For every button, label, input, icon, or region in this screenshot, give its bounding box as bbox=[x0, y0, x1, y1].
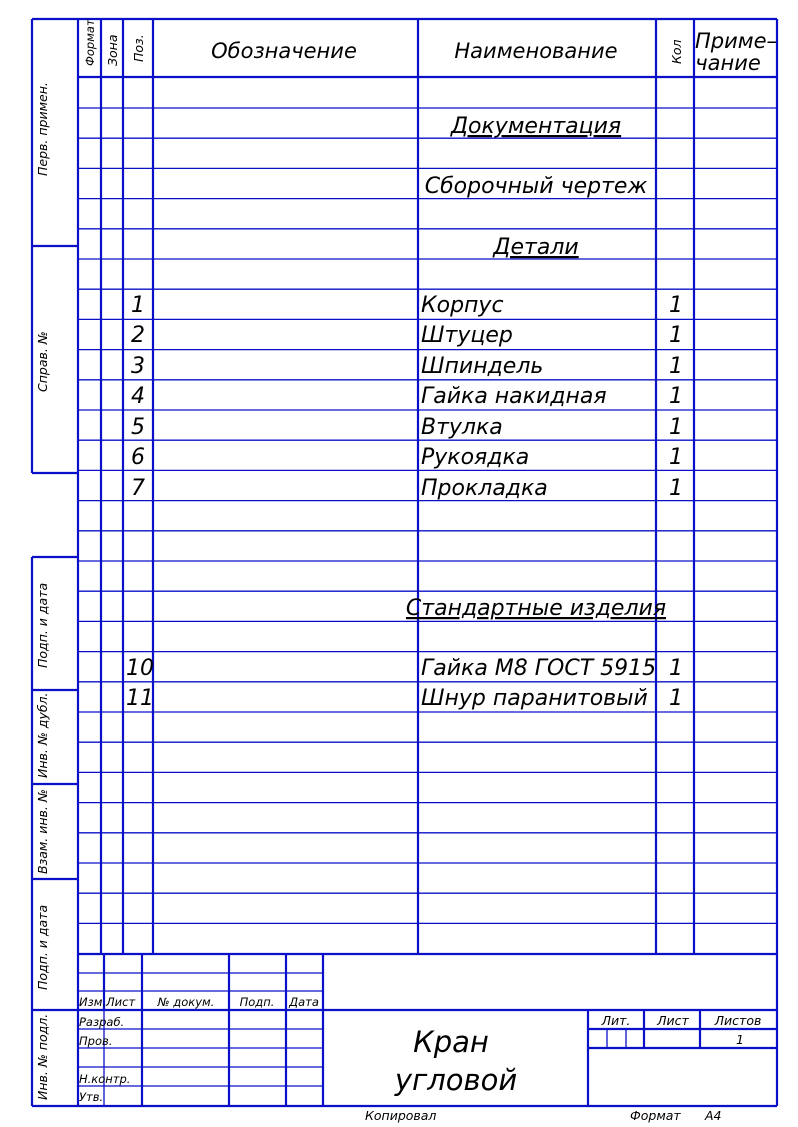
side-vzam-inv: Взам. инв. № bbox=[35, 789, 50, 874]
header-format: Формат bbox=[83, 19, 97, 66]
item-qty: 1 bbox=[669, 445, 683, 470]
stamp-n-kontr: Н.контр. bbox=[79, 1072, 131, 1086]
item-pos: 5 bbox=[131, 415, 145, 440]
header-pos: Поз. bbox=[131, 34, 146, 62]
footer-format-value: А4 bbox=[705, 1108, 722, 1123]
item-name: Втулка bbox=[421, 415, 503, 440]
side-inv-dubl: Инв. № дубл. bbox=[35, 692, 50, 778]
item-pos: 2 bbox=[131, 323, 145, 348]
item-qty: 1 bbox=[669, 476, 683, 501]
item-name: Прокладка bbox=[421, 476, 548, 501]
drawing-title-line-2: угловой bbox=[394, 1063, 518, 1097]
item-pos: 1 bbox=[131, 293, 145, 318]
stamp-lit: Лит. bbox=[601, 1013, 631, 1028]
stamp-razrab: Разраб. bbox=[79, 1015, 125, 1029]
item-pos: 7 bbox=[131, 476, 145, 501]
header-qty: Кол bbox=[669, 39, 684, 64]
side-podp-data-1: Подп. и дата bbox=[35, 582, 50, 668]
side-podp-data-2: Подп. и дата bbox=[35, 904, 50, 990]
section-details: Детали bbox=[493, 235, 579, 260]
item-qty: 1 bbox=[669, 384, 683, 409]
item-name: Корпус bbox=[421, 293, 504, 318]
item-name: Штуцер bbox=[421, 323, 513, 348]
header-note-2: чание bbox=[695, 51, 761, 75]
stamp-doc-no: № докум. bbox=[157, 995, 215, 1009]
item-qty: 1 bbox=[669, 415, 683, 440]
side-inv-podl: Инв. № подл. bbox=[35, 1013, 50, 1100]
footer-format-label: Формат bbox=[630, 1108, 681, 1123]
standard-pos: 11 bbox=[126, 686, 154, 711]
item-qty: 1 bbox=[669, 354, 683, 379]
stamp-utv: Утв. bbox=[79, 1090, 104, 1104]
item-pos: 3 bbox=[131, 354, 145, 379]
footer-copied: Копировал bbox=[365, 1108, 437, 1123]
sheet-grid-lines bbox=[32, 19, 777, 1106]
item-name: Гайка накидная bbox=[421, 384, 607, 409]
stamp-sheet: Лист bbox=[657, 1013, 689, 1028]
item-qty: 1 bbox=[669, 293, 683, 318]
header-note-1: Приме– bbox=[694, 29, 778, 53]
section-documentation: Документация bbox=[450, 114, 622, 139]
stamp-sheets-value: 1 bbox=[736, 1032, 744, 1047]
stamp-podp: Подп. bbox=[239, 995, 275, 1009]
header-zone: Зона bbox=[105, 34, 120, 66]
item-pos: 4 bbox=[131, 384, 145, 409]
standard-qty: 1 bbox=[669, 656, 683, 681]
item-pos: 6 bbox=[131, 445, 145, 470]
item-name: Шпиндель bbox=[421, 354, 544, 379]
header-name: Наименование bbox=[454, 39, 618, 63]
stamp-date: Дата bbox=[289, 995, 319, 1009]
standard-name: Гайка М8 ГОСТ 5915 bbox=[421, 656, 657, 681]
standard-name: Шнур паранитовый bbox=[421, 686, 648, 711]
standard-qty: 1 bbox=[669, 686, 683, 711]
section-assembly-drawing: Сборочный чертеж bbox=[424, 174, 648, 199]
side-sprav-no: Справ. № bbox=[35, 331, 50, 392]
item-name: Рукоядка bbox=[421, 445, 530, 470]
side-perv-primen: Перв. примен. bbox=[35, 82, 50, 176]
standard-pos: 10 bbox=[126, 656, 154, 681]
stamp-prov: Пров. bbox=[79, 1034, 113, 1048]
stamp-izm: Изм. bbox=[79, 995, 107, 1009]
item-qty: 1 bbox=[669, 323, 683, 348]
header-designation: Обозначение bbox=[211, 39, 357, 63]
stamp-list: Лист bbox=[106, 995, 136, 1009]
drawing-title-line-1: Кран bbox=[413, 1025, 489, 1059]
stamp-sheets: Листов bbox=[714, 1013, 762, 1028]
section-standard-items: Стандартные изделия bbox=[405, 596, 667, 621]
